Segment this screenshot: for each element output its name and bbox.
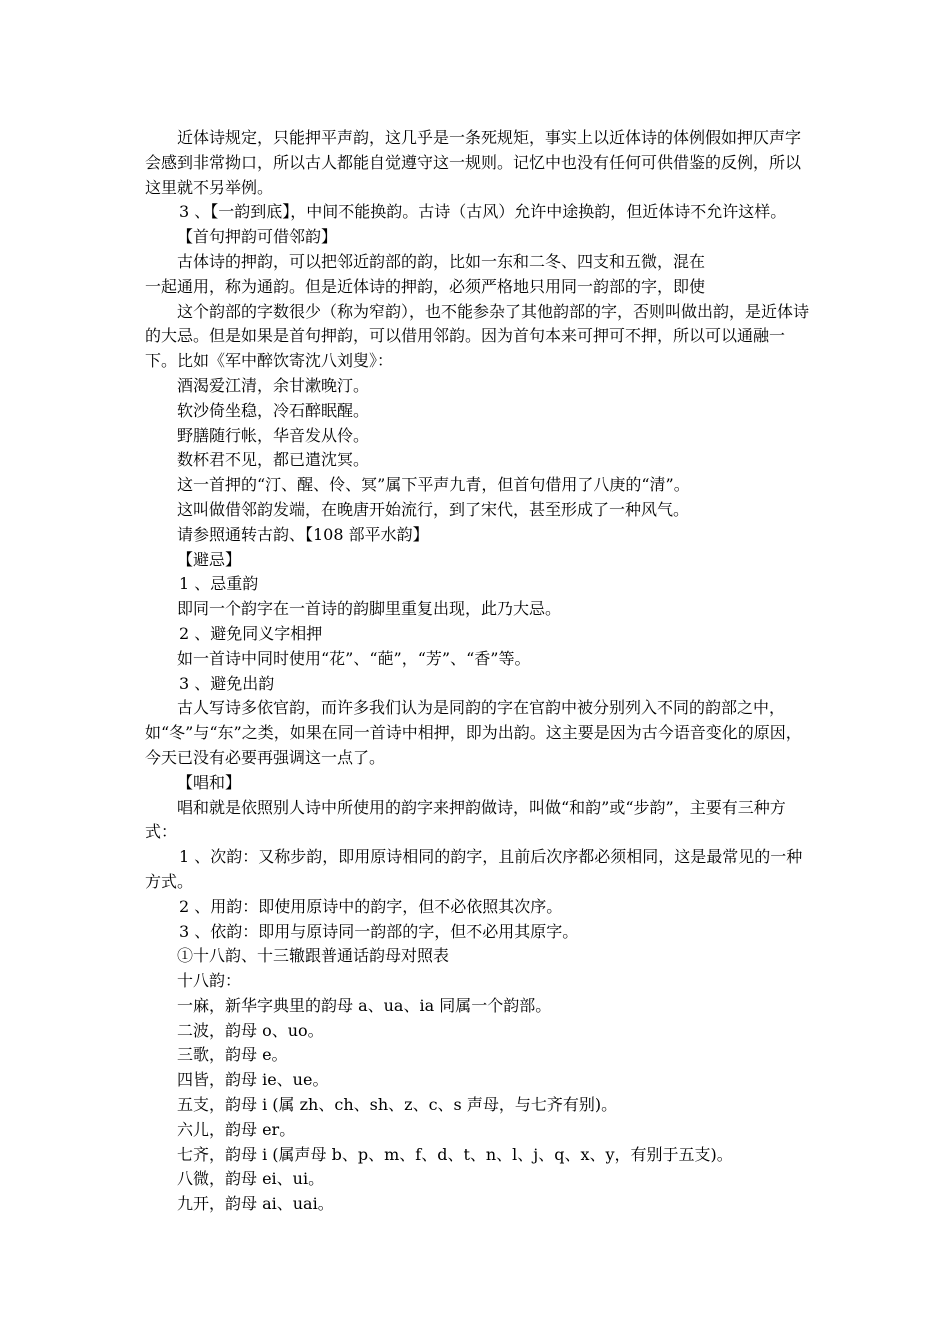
paragraph: 古人写诗多依官韵，而许多我们认为是同韵的字在官韵中被分别列入不同的韵部之中，如“冬”与“东”之类，如果在同一首诗中相押，即为出韵。这主要是因为古今语音变化的原因，今天已没有必要再强调这一点了。 [145,698,802,767]
poem-line: 野膳随行帐，华音发从伶。 [177,425,370,445]
paragraph: 这个韵部的字数很少（称为窄韵），也不能参杂了其他韵部的字，否则叫做出韵，是近体诗的大忌。但是如果是首句押韵，可以借用邻韵。因为首句本来可押可不押，所以可以通融一下。比如《军中醉饮寄沈八刘叟》： [145,301,810,371]
rhyme-entry: 九开，韵母 ai、uai。 [177,1194,334,1214]
paragraph: 3 、【一韵到底】，中间不能换韵。古诗（古风）允许中途换韵，但近体诗不允许这样。 [179,202,787,222]
list-item: 1 、次韵：又称步韵，即用原诗相同的韵字，且前后次序都必须相同，这是最常见的一种方式。 [145,847,803,891]
rhyme-entry: 一麻，新华字典里的韵母 a、ua、ia 同属一个韵部。 [177,995,552,1015]
paragraph: 这叫做借邻韵发端，在晚唐开始流行，到了宋代，甚至形成了一种风气。 [177,499,690,519]
list-item-heading: 3 、避免出韵 [179,673,275,693]
list-item-heading: 1 、忌重韵 [179,574,259,594]
poem-line: 酒渴爱江清，余甘漱晚汀。 [177,375,370,395]
rhyme-entry: 五支，韵母 i (属 zh、ch、sh、z、c、s 声母，与七齐有别)。 [177,1095,618,1115]
rhyme-entry: 八微，韵母 ei、ui。 [177,1169,325,1189]
list-item: 2 、用韵：即使用原诗中的韵字，但不必依照其次序。 [179,896,563,916]
paragraph: 古体诗的押韵，可以把邻近韵部的韵，比如一东和二冬、四支和五微，混在 [177,251,706,271]
document-body [145,126,810,1217]
rhyme-entry: 七齐，韵母 i (属声母 b、p、m、f、d、t、n、l、j、q、x、y，有别于五支)。 [177,1144,733,1164]
poem-line: 软沙倚坐稳，冷石醉眠醒。 [177,400,370,420]
section-heading: 【避忌】 [177,549,242,569]
rhyme-entry: 六儿，韵母 er。 [177,1119,296,1139]
paragraph: 唱和就是依照别人诗中所使用的韵字来押韵做诗，叫做“和韵”或“步韵”，主要有三种方式： [145,797,786,842]
section-heading: 【首句押韵可借邻韵】 [177,227,338,247]
paragraph: 如一首诗中同时使用“花”、“葩”，“芳”、“香”等。 [177,648,531,668]
table-title: ①十八韵、十三辙跟普通话韵母对照表 [177,946,450,966]
rhyme-entry: 二波，韵母 o、uo。 [177,1020,324,1040]
paragraph: 一起通用，称为通韵。但是近体诗的押韵，必须严格地只用同一韵部的字，即使 [145,276,706,296]
paragraph: 十八韵： [177,971,242,991]
poem-line: 数杯君不见，都已遣沈冥。 [177,450,370,470]
paragraph: 近体诗规定，只能押平声韵，这几乎是一条死规矩，事实上以近体诗的体例假如押仄声字会感到非常拗口，所以古人都能自觉遵守这一规则。记忆中也没有任何可供借鉴的反例，所以这里就不另举例。 [145,128,802,197]
paragraph: 请参照通转古韵、【108 部平水韵】 [177,524,429,544]
list-item: 3 、依韵：即用与原诗同一韵部的字，但不必用其原字。 [179,921,579,941]
rhyme-entry: 四皆，韵母 ie、ue。 [177,1070,329,1090]
section-heading: 【唱和】 [177,772,242,792]
paragraph: 即同一个韵字在一首诗的韵脚里重复出现，此乃大忌。 [177,599,562,619]
rhyme-entry: 三歌，韵母 e。 [177,1045,288,1065]
list-item-heading: 2 、避免同义字相押 [179,623,323,643]
paragraph: 这一首押的“汀、醒、伶、冥”属下平声九青，但首句借用了八庚的“清”。 [177,475,690,495]
